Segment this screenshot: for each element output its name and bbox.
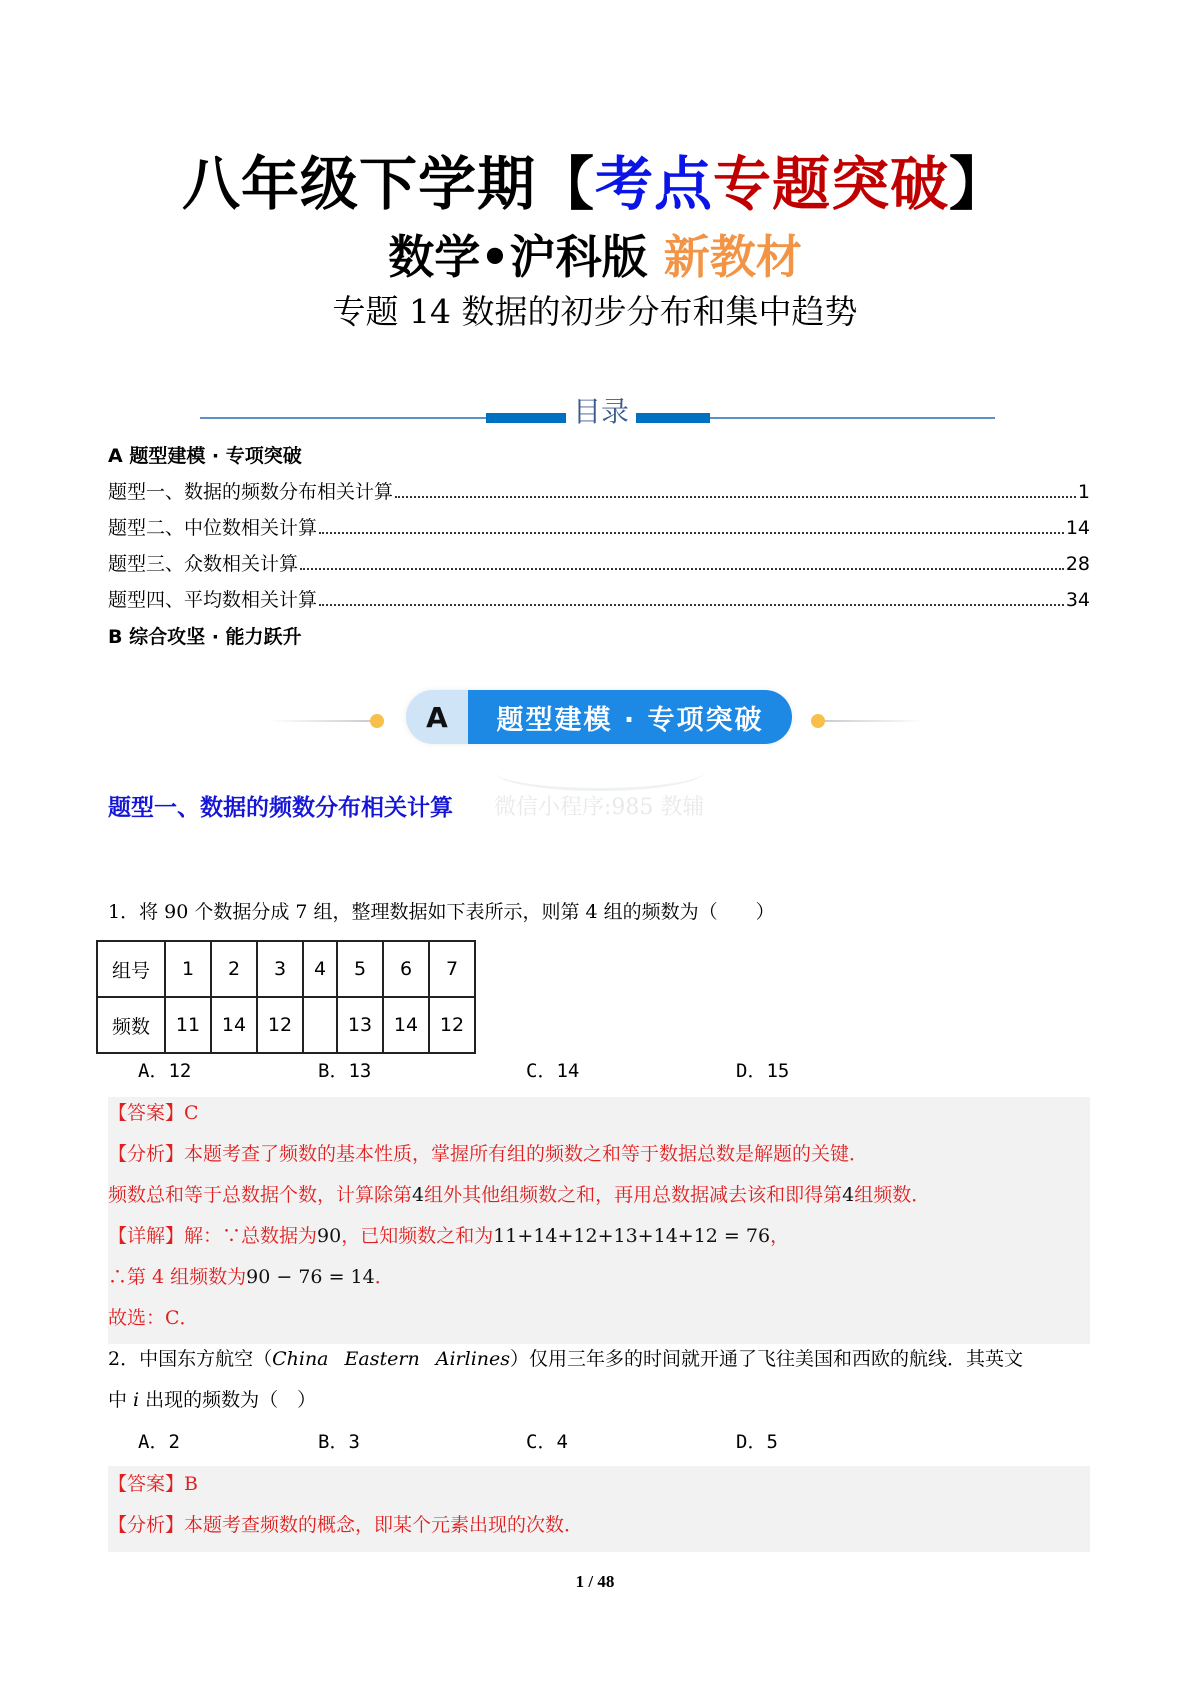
section-heading: 题型一、数据的频数分布相关计算 (108, 795, 453, 821)
option-d[interactable]: D．15 (736, 1060, 790, 1082)
toc-leader-dots (319, 532, 1064, 534)
table-cell (303, 997, 337, 1053)
toc-item-label: 题型一、数据的频数分布相关计算 (108, 481, 394, 503)
toc-title: 目录 (566, 394, 636, 430)
option-a[interactable]: A．2 (138, 1431, 180, 1453)
toc-item-label: 题型二、中位数相关计算 (108, 517, 318, 539)
banner-line-left (270, 720, 370, 722)
table-cell: 12 (257, 997, 303, 1053)
watermark-book-icon (494, 752, 704, 791)
toc-section-b[interactable]: B 综合攻坚 · 能力跃升 (108, 626, 302, 648)
table-cell: 7 (429, 941, 475, 997)
question-2-stem-line-2 (108, 1386, 316, 1414)
table-cell: 2 (211, 941, 257, 997)
number: 4 (842, 1184, 855, 1206)
toc-item-label: 题型四、平均数相关计算 (108, 589, 318, 611)
analysis-2: 【分析】本题考查频数的概念，即某个元素出现的次数． (108, 1514, 584, 1536)
title-red-text: 专题突破 (713, 150, 950, 218)
toc-item-page: 14 (1065, 517, 1090, 539)
table-row (97, 941, 475, 997)
option-d[interactable]: D．5 (736, 1431, 778, 1453)
toc-item[interactable] (108, 479, 1090, 505)
table-row (97, 997, 475, 1053)
table-cell: 14 (383, 997, 429, 1053)
subtitle-main: 数学•沪科版 (388, 230, 664, 284)
detail-1-line-2 (108, 1263, 394, 1291)
banner-line-right (825, 720, 925, 722)
table-cell: 11 (165, 997, 211, 1053)
text: ）仅用三年多的时间就开通了飞往美国和西欧的航线．其英文 (510, 1348, 1024, 1370)
analysis-1-line-2 (108, 1181, 930, 1209)
text: 中 (108, 1389, 134, 1411)
toc-item-page: 34 (1065, 589, 1090, 611)
table-cell: 3 (257, 941, 303, 997)
table-header-cell: 组号 (97, 941, 165, 997)
toc-leader-dots (319, 604, 1064, 606)
title-suffix: 】 (949, 150, 1009, 218)
table-cell: 12 (429, 997, 475, 1053)
option-b[interactable]: B．3 (318, 1431, 360, 1453)
toc-item[interactable] (108, 587, 1090, 613)
toc-leader-dots (300, 568, 1064, 570)
document-subtitle (0, 228, 1190, 286)
toc-item-page: 28 (1065, 553, 1090, 575)
variable: i (133, 1389, 140, 1411)
answer-box-1 (108, 1097, 1090, 1344)
banner-letter: A (406, 690, 468, 744)
section-banner (406, 690, 792, 744)
answer-box-2 (108, 1466, 1090, 1552)
math: 90 − 76 = 14 (246, 1266, 375, 1288)
english-text: China Eastern Airlines (272, 1348, 510, 1370)
detail-1 (108, 1222, 789, 1250)
toc-section-a[interactable]: A 题型建模 · 专项突破 (108, 445, 302, 467)
toc-bar-left (486, 413, 566, 423)
toc-item-page: 1 (1077, 481, 1090, 503)
text: ，已知频数之和为 (341, 1225, 494, 1247)
text: ． (374, 1266, 394, 1288)
option-c[interactable]: C．14 (526, 1060, 580, 1082)
number: 4 (412, 1184, 425, 1206)
subtitle-accent: 新教材 (663, 230, 802, 284)
answer-2: 【答案】B (108, 1473, 198, 1495)
option-a[interactable]: A．12 (138, 1060, 192, 1082)
watermark-text: 微信小程序:985 教辅 (494, 795, 705, 820)
title-blue-text: 考点 (594, 150, 713, 218)
table-cell: 1 (165, 941, 211, 997)
toc-item[interactable] (108, 551, 1090, 577)
table-header-cell: 频数 (97, 997, 165, 1053)
option-b[interactable]: B．13 (318, 1060, 372, 1082)
text: 【详解】解：∵总数据为 (108, 1225, 318, 1247)
text: 组频数． (854, 1184, 931, 1206)
banner-text: 题型建模 · 专项突破 (468, 690, 792, 744)
table-cell: 6 (383, 941, 429, 997)
document-title (0, 148, 1190, 220)
banner-dot-left (370, 714, 384, 728)
text: 出现的频数为（ ） (139, 1389, 317, 1411)
analysis-1: 【分析】本题考查了频数的基本性质，掌握所有组的频数之和等于数据总数是解题的关键． (108, 1143, 869, 1165)
text: ∴第 4 组频数为 (108, 1266, 247, 1288)
text: 2．中国东方航空（ (108, 1348, 273, 1370)
topic-title: 专题 14 数据的初步分布和集中趋势 (332, 292, 858, 331)
text: 频数总和等于总数据个数，计算除第 (108, 1184, 413, 1206)
title-prefix: 八年级下学期【 (181, 150, 595, 218)
math: 11+14+12+13+14+12 = 76 (493, 1225, 771, 1247)
table-cell: 13 (337, 997, 383, 1053)
choose-1: 故选：C． (108, 1307, 199, 1329)
toc-item[interactable] (108, 515, 1090, 541)
table-cell: 5 (337, 941, 383, 997)
question-2-stem (108, 1345, 1023, 1373)
page-number: 1 / 48 (575, 1572, 615, 1591)
answer-1: 【答案】C (108, 1102, 199, 1124)
banner-dot-right (811, 714, 825, 728)
text: ， (770, 1225, 790, 1247)
table-cell: 14 (211, 997, 257, 1053)
toc-bar-right (636, 413, 710, 423)
table-cell: 4 (303, 941, 337, 997)
toc-item-label: 题型三、众数相关计算 (108, 553, 299, 575)
question-1-stem: 1．将 90 个数据分成 7 组，整理数据如下表所示，则第 4 组的频数为（ ） (108, 901, 775, 923)
frequency-table (96, 940, 476, 1054)
math: 90 (317, 1225, 342, 1247)
text: 组外其他组频数之和，再用总数据减去该和即得第 (424, 1184, 843, 1206)
toc-leader-dots (395, 496, 1076, 498)
option-c[interactable]: C．4 (526, 1431, 568, 1453)
